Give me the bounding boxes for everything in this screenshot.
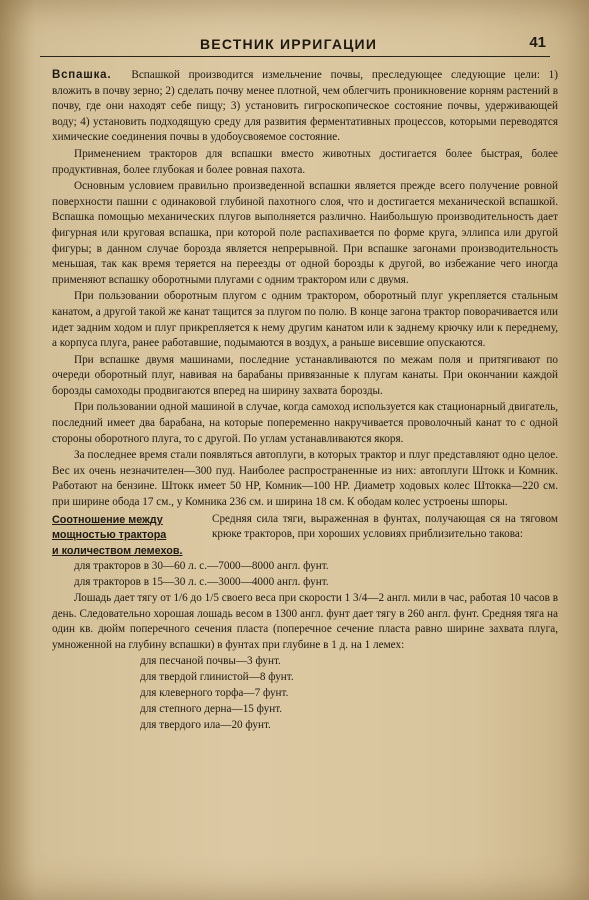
article-body bbox=[52, 68, 558, 733]
side-heading-line: и количеством лемехов. bbox=[52, 544, 183, 557]
paragraph-text: Вспашкой производится измельчение почвы, преследующее следующие цели: 1) вложить в почву зерно; 2) сделать почву менее плотной, чем облегчить проникновение корням растений в почву, где они находят себе пищу; 3) установить гигроскопическое состояние почвы, удерживающей воду; 4) установить подходящую среду для развития ферментативных процессов, которыми переводятся химические соединения почвы в удобоусвояемое состояние. bbox=[52, 69, 558, 144]
paragraph: При пользовании оборотным плугом с одним трактором, оборотный плуг укрепляется стальным канатом, а другой такой же канат тащится за плугом по полю. В конце загона трактор поворачивается или идет задним ходом и плуг прикрепляется к нему другим канатом или к заднему крючку или к переднему, а корпуса плуга, ранее работавшие, подымаются в воздух, а раньше висевшие опускаются. bbox=[52, 290, 558, 350]
list-item: для тракторов в 15—30 л. с.—3000—4000 англ. фунт. bbox=[74, 576, 329, 589]
journal-title: ВЕСТНИК ИРРИГАЦИИ bbox=[200, 36, 378, 52]
paragraph-horse-traction: Лошадь дает тягу от 1/6 до 1/5 своего веса при скорости 1 3/4—2 англ. мили в час, работая 10 часов в день. Следовательно хорошая лошадь весом в 1300 англ. фунт дает тягу в 260 англ. фунт. Средняя тяга на один кв. дюйм поперечного сечения пласта (поперечное сечение пласта равно ширине захвата плуга, умноженной на глубину вспашки) в фунтах при глубине в 1 д. на 1 лемех: bbox=[52, 592, 558, 651]
paragraph: За последнее время стали появляться автоплуги, в которых трактор и плуг представляют одно целое. Вес их очень незначителен—300 пуд. Наиболее распространенные из них: автоплуги Штокк и Комник. Работают на бензине. Штокк имеет 50 HP, Комник—100 HP. Диаметр ходовых колес Штокка—220 см. при ширине обода 17 см., у Комника 236 см. и ширина 18 см. К ободам колес устроены шпоры. bbox=[52, 449, 558, 509]
page-number: 41 bbox=[529, 34, 546, 51]
paragraph-plowing-intro bbox=[52, 68, 558, 146]
soil-traction-list bbox=[52, 654, 558, 733]
side-heading-line: мощностью трактора bbox=[52, 529, 167, 542]
paragraph: Применением тракторов для вспашки вместо животных достигается более быстрая, более продуктивная, более глубокая и более ровная пахота. bbox=[52, 147, 558, 176]
list-item: для твердой глинистой—8 фунт. bbox=[140, 671, 294, 684]
list-item: для тракторов в 30—60 л. с.—7000—8000 англ. фунт. bbox=[74, 560, 329, 573]
section-heading-plowing: Вспашка. bbox=[52, 69, 112, 81]
list-item: для клеверного торфа—7 фунт. bbox=[140, 686, 289, 699]
list-item: для твердого ила—20 фунт. bbox=[140, 718, 271, 731]
side-heading-tractor-power bbox=[52, 513, 202, 560]
page-header bbox=[40, 34, 550, 57]
paragraph-traction-intro: Средняя сила тяги, выраженная в фунтах, получающая ся на тяговом крюке тракторов, при хороших условиях приблизительно такова: bbox=[212, 512, 558, 541]
list-item: для песчаной почвы—3 фунт. bbox=[140, 655, 281, 668]
paragraph: Основным условием правильно произведенной вспашки является прежде всего получение ровной поверхности пашни с одинаковой глубиной пахотного слоя, что и достигается механической вспашкой. Вспашка помощью механических плугов выполняется различно. Наибольшую производительность дает фигурная или круговая вспашка, при которой поле распахивается по форме круга, эллипса или другой фигуры; в данном случае борозда является непрерывной. При вспашке загонами производительность меньшая, так как время теряется на переезды от одной борозды к другой, во избежание чего иногда применяют вспашку оборотными плугами с одним трактором или с двумя. bbox=[52, 180, 558, 286]
side-heading-line: Соотношение между bbox=[52, 513, 163, 526]
list-item: для степного дерна—15 фунт. bbox=[140, 702, 283, 715]
paragraph: При вспашке двумя машинами, последние устанавливаются по межам поля и притягивают по очереди оборотный плуг, навивая на барабаны привязанные к плугам канаты. При окончании каждой борозды самоходы продвигаются вперед на ширину захвата борозды. bbox=[52, 353, 558, 397]
tractor-traction-list bbox=[52, 559, 558, 591]
paragraph: При пользовании одной машиной в случае, когда самоход используется как стационарный двигатель, последний имеет два барабана, на которые попеременно накручивается проволочный канат то с одной стороны оборотного плуга, то с другой. По углам устанавливаются якоря. bbox=[52, 401, 558, 445]
